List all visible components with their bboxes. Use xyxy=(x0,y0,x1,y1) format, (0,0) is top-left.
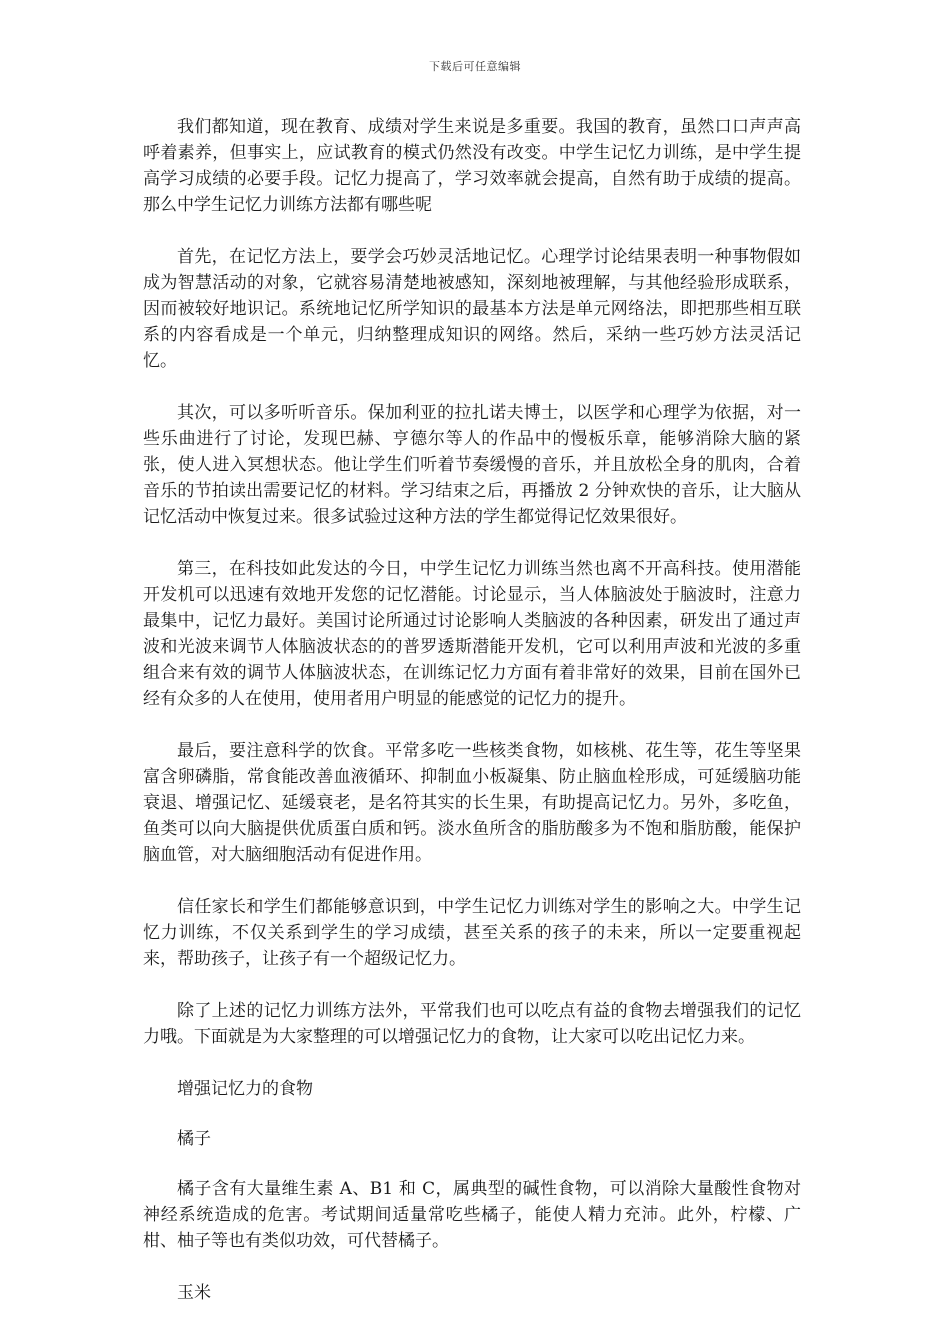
paragraph-conclusion: 信任家长和学生们都能够意识到，中学生记忆力训练对学生的影响之大。中学生记忆力训练，不仅关系到学生的学习成绩，甚至关系的孩子的未来，所以一定要重视起来，帮助孩子，让孩子有一个超级记忆力。 xyxy=(143,897,801,969)
section-heading-foods: 增强记忆力的食物 xyxy=(177,1079,313,1099)
document-body xyxy=(143,114,801,1330)
paragraph-second-method: 其次，可以多听听音乐。保加利亚的拉扎诺夫博士，以医学和心理学为依据，对一些乐曲进行了讨论，发现巴赫、亨德尔等人的作品中的慢板乐章，能够消除大脑的紧张，使人进入冥想状态。他让学生们听着节奏缓慢的音乐，并且放松全身的肌肉，合着音乐的节拍读出需要记忆的材料。学习结束之后，再播放 2 分钟欢快的音乐，让大脑从记忆活动中恢复过来。很多试验过这种方法的学生都觉得记忆效果很好。 xyxy=(143,403,801,527)
page-header-note: 下载后可任意编辑 xyxy=(429,60,521,73)
paragraph-last-method: 最后，要注意科学的饮食。平常多吃一些核类食物，如核桃、花生等，花生等坚果富含卵磷脂，常食能改善血液循环、抑制血小板凝集、防止脑血栓形成，可延缓脑功能衰退、增强记忆、延缓衰老，是名符其实的长生果，有助提高记忆力。另外，多吃鱼，鱼类可以向大脑提供优质蛋白质和钙。淡水鱼所含的脂肪酸多为不饱和脂肪酸，能保护脑血管，对大脑细胞活动有促进作用。 xyxy=(143,741,801,865)
paragraph-orange: 橘子含有大量维生素 A、B1 和 C，属典型的碱性食物，可以消除大量酸性食物对神经系统造成的危害。考试期间适量常吃些橘子，能使人精力充沛。此外，柠檬、广柑、柚子等也有类似功效，可代替橘子。 xyxy=(143,1179,801,1251)
paragraph-third-method: 第三，在科技如此发达的今日，中学生记忆力训练当然也离不开高科技。使用潜能开发机可以迅速有效地开发您的记忆潜能。讨论显示，当人体脑波处于脑波时，注意力最集中，记忆力最好。美国讨论所通过讨论影响人类脑波的各种因素，研发出了通过声波和光波来调节人体脑波状态的的普罗透斯潜能开发机，它可以利用声波和光波的多重组合来有效的调节人体脑波状态，在训练记忆力方面有着非常好的效果，目前在国外已经有众多的人在使用，使用者用户明显的能感觉的记忆力的提升。 xyxy=(143,559,801,709)
paragraph-first-method: 首先，在记忆方法上，要学会巧妙灵活地记忆。心理学讨论结果表明一种事物假如成为智慧活动的对象，它就容易清楚地被感知，深刻地被理解，与其他经验形成联系，因而被较好地识记。系统地记忆所学知识的最基本方法是单元网络法，即把那些相互联系的内容看成是一个单元，归纳整理成知识的网络。然后，采纳一些巧妙方法灵活记忆。 xyxy=(143,247,801,371)
food-heading-corn: 玉米 xyxy=(177,1283,211,1303)
paragraph-intro: 我们都知道，现在教育、成绩对学生来说是多重要。我国的教育，虽然口口声声高呼着素养，但事实上，应试教育的模式仍然没有改变。中学生记忆力训练，是中学生提高学习成绩的必要手段。记忆力提高了，学习效率就会提高，自然有助于成绩的提高。那么中学生记忆力训练方法都有哪些呢 xyxy=(143,117,801,215)
food-heading-orange: 橘子 xyxy=(177,1129,211,1149)
paragraph-food-intro: 除了上述的记忆力训练方法外，平常我们也可以吃点有益的食物去增强我们的记忆力哦。下面就是为大家整理的可以增强记忆力的食物，让大家可以吃出记忆力来。 xyxy=(143,1001,801,1047)
